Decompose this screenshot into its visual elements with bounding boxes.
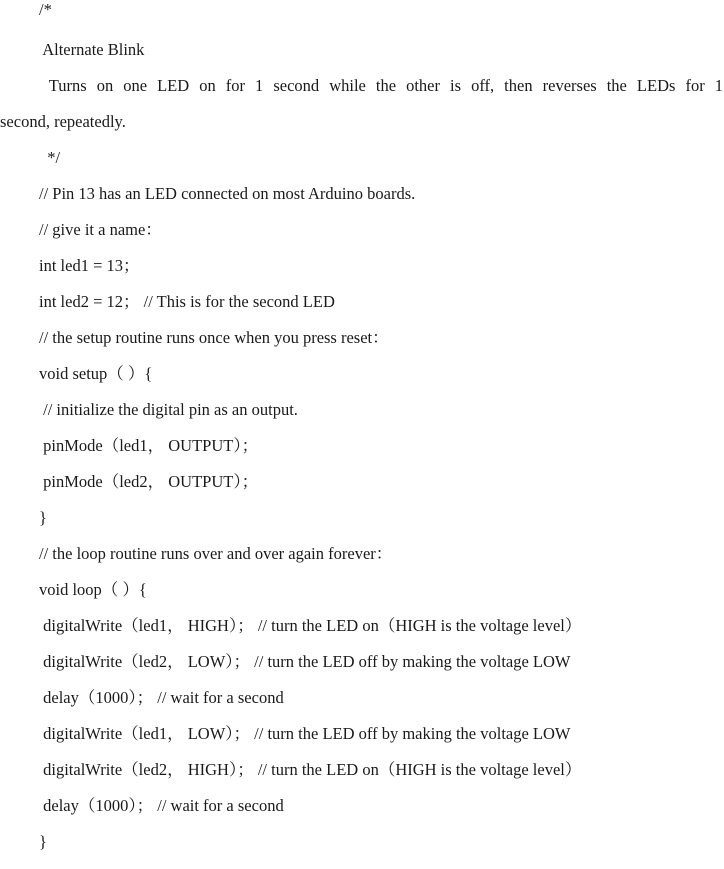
code-line: */ <box>39 148 61 167</box>
code-line: // the setup routine runs once when you press reset： <box>39 328 389 347</box>
code-line: delay（1000）； // wait for a second <box>39 688 284 707</box>
code-line: Alternate Blink <box>39 40 145 59</box>
code-line: digitalWrite（led1， LOW）； // turn the LED off by making the voltage LOW <box>39 724 571 743</box>
code-line: delay（1000）； // wait for a second <box>39 796 284 815</box>
code-line: void loop（ ）{ <box>39 580 147 599</box>
code-line: void setup（ ）{ <box>39 364 153 383</box>
code-line: // give it a name： <box>39 220 162 239</box>
code-line: pinMode（led2， OUTPUT）； <box>39 472 259 491</box>
code-line: } <box>39 832 47 851</box>
code-line: digitalWrite（led2， LOW）； // turn the LED off by making the voltage LOW <box>39 652 571 671</box>
code-line: digitalWrite（led2， HIGH）； // turn the LED on（HIGH is the voltage level） <box>39 760 582 779</box>
code-line: int led1 = 13； <box>39 256 140 275</box>
code-line: Turns on one LED on for 1 second while the other is off, then reverses the LEDs for 1 <box>39 76 723 95</box>
code-line: /* <box>39 0 52 19</box>
code-line: // the loop routine runs over and over again forever： <box>39 544 393 563</box>
code-line: // initialize the digital pin as an output. <box>39 400 298 419</box>
code-line: digitalWrite（led1， HIGH）； // turn the LED on（HIGH is the voltage level） <box>39 616 582 635</box>
code-line: int led2 = 12； // This is for the second LED <box>39 292 335 311</box>
code-line: // Pin 13 has an LED connected on most Arduino boards. <box>39 184 416 203</box>
code-line: pinMode（led1， OUTPUT）； <box>39 436 259 455</box>
code-line: } <box>39 508 47 527</box>
code-line: second, repeatedly. <box>0 112 126 131</box>
